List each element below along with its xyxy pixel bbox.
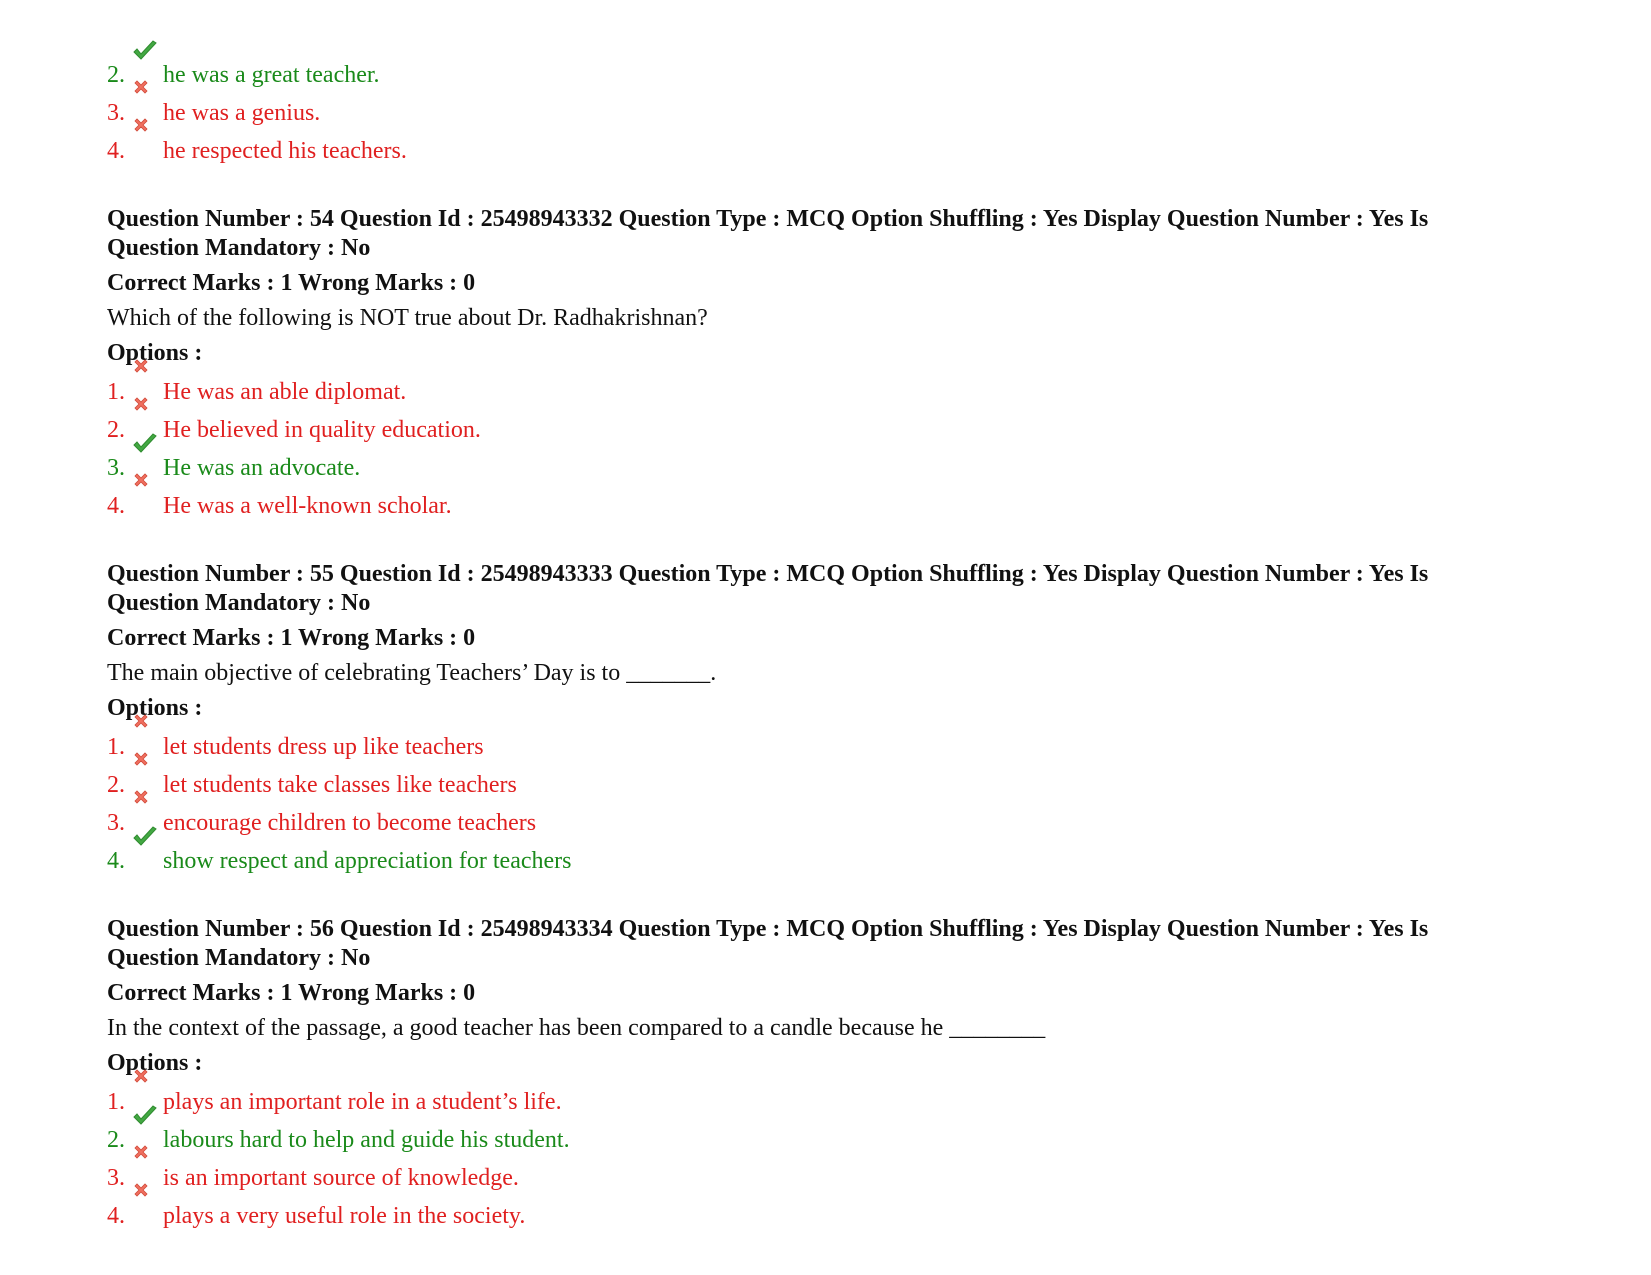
- option-row: [107, 1161, 1527, 1199]
- option-row: [107, 413, 1527, 451]
- check-icon: [132, 844, 163, 868]
- option-text: He was an advocate.: [163, 455, 361, 481]
- options-label: Options :: [107, 1050, 203, 1076]
- question-header: [107, 560, 1527, 617]
- cross-icon: [132, 1199, 163, 1223]
- question-header: [107, 205, 1527, 262]
- option-row: [107, 96, 1527, 134]
- option-row: [107, 451, 1527, 489]
- cross-icon: [132, 489, 163, 513]
- option-number: 3.: [107, 810, 125, 836]
- option-text: plays a very useful role in the society.: [163, 1203, 526, 1229]
- option-row: [107, 768, 1527, 806]
- option-number: 2.: [107, 772, 125, 798]
- question-text: The main objective of celebrating Teachers’ Day is to _______.: [107, 660, 717, 686]
- option-row: [107, 58, 1527, 96]
- option-row: [107, 844, 1527, 882]
- option-text: He was a well-known scholar.: [163, 493, 452, 519]
- question-header-line: Question Number : 55 Question Id : 25498943333 Question Type : MCQ Option Shuffling : Yes Display Question Number : Yes Is: [107, 561, 1429, 587]
- option-text: plays an important role in a student’s life.: [163, 1089, 562, 1115]
- option-text: He believed in quality education.: [163, 417, 481, 443]
- question-block: [107, 205, 1527, 527]
- option-number: 4.: [107, 848, 125, 874]
- option-row: [107, 1123, 1527, 1161]
- option-row: [107, 134, 1527, 172]
- question-block: [107, 560, 1527, 882]
- option-row: [107, 375, 1527, 413]
- option-number: 3.: [107, 1165, 125, 1191]
- option-text: let students dress up like teachers: [163, 734, 484, 760]
- option-row: [107, 489, 1527, 527]
- option-text: show respect and appreciation for teachers: [163, 848, 572, 874]
- option-number: 3.: [107, 100, 125, 126]
- question-header-line: Question Mandatory : No: [107, 589, 371, 616]
- question-header-line: Question Number : 54 Question Id : 25498943332 Question Type : MCQ Option Shuffling : Yes Display Question Number : Yes Is: [107, 206, 1429, 232]
- question-header-line: Question Mandatory : No: [107, 944, 371, 971]
- option-number: 1.: [107, 734, 125, 760]
- question-paper-page: [107, 58, 1527, 1237]
- question-block: [107, 915, 1527, 1237]
- option-row: [107, 1199, 1527, 1237]
- option-row: [107, 730, 1527, 768]
- option-number: 2.: [107, 62, 125, 88]
- question-header: [107, 915, 1527, 972]
- option-text: he was a great teacher.: [163, 62, 380, 88]
- option-number: 1.: [107, 1089, 125, 1115]
- option-text: he respected his teachers.: [163, 138, 407, 164]
- options-label: Options :: [107, 695, 203, 721]
- option-number: 4.: [107, 138, 125, 164]
- options-label: Options :: [107, 340, 203, 366]
- option-text: he was a genius.: [163, 100, 321, 126]
- option-text: encourage children to become teachers: [163, 810, 537, 836]
- question-marks: Correct Marks : 1 Wrong Marks : 0: [107, 980, 476, 1006]
- question-text: In the context of the passage, a good teacher has been compared to a candle because he ________: [107, 1015, 1046, 1041]
- option-number: 4.: [107, 1203, 125, 1229]
- option-text: let students take classes like teachers: [163, 772, 517, 798]
- option-text: labours hard to help and guide his student.: [163, 1127, 570, 1153]
- option-row: [107, 1085, 1527, 1123]
- question-marks: Correct Marks : 1 Wrong Marks : 0: [107, 270, 476, 296]
- option-number: 2.: [107, 417, 125, 443]
- question-marks: Correct Marks : 1 Wrong Marks : 0: [107, 625, 476, 651]
- option-number: 3.: [107, 455, 125, 481]
- previous-question-options: [107, 58, 1527, 172]
- question-text: Which of the following is NOT true about Dr. Radhakrishnan?: [107, 305, 708, 331]
- option-number: 1.: [107, 379, 125, 405]
- question-header-line: Question Mandatory : No: [107, 234, 371, 261]
- option-row: [107, 806, 1527, 844]
- option-text: is an important source of knowledge.: [163, 1165, 519, 1191]
- option-number: 4.: [107, 493, 125, 519]
- option-number: 2.: [107, 1127, 125, 1153]
- cross-icon: [132, 134, 163, 158]
- option-text: He was an able diplomat.: [163, 379, 407, 405]
- question-header-line: Question Number : 56 Question Id : 25498943334 Question Type : MCQ Option Shuffling : Yes Display Question Number : Yes Is: [107, 916, 1429, 942]
